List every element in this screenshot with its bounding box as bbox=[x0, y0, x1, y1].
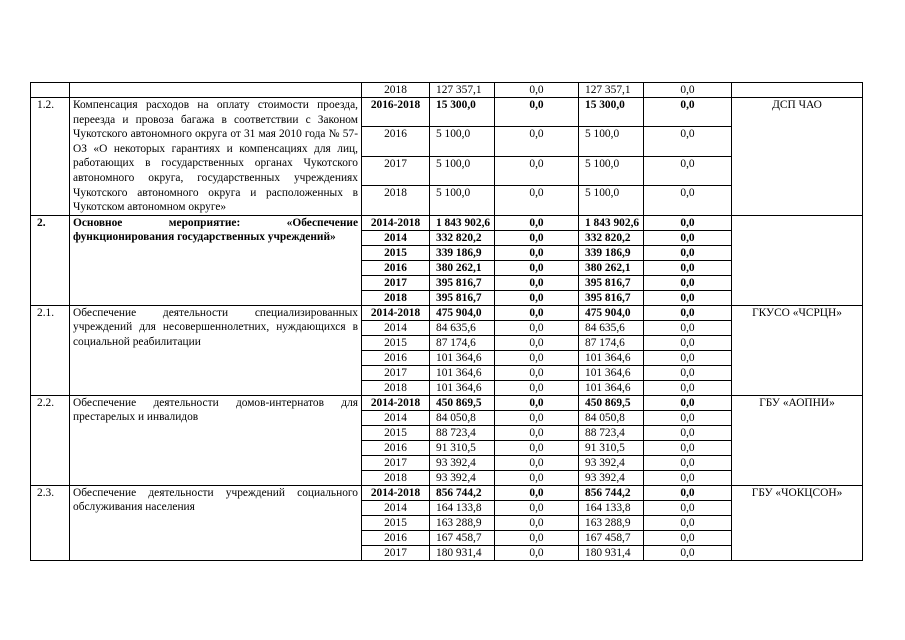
cell-other: 0,0 bbox=[644, 425, 732, 440]
cell-federal: 0,0 bbox=[495, 470, 579, 485]
cell-other: 0,0 bbox=[644, 485, 732, 500]
cell-regional: 5 100,0 bbox=[579, 156, 644, 185]
cell-regional: 1 843 902,6 bbox=[579, 215, 644, 230]
cell-federal: 0,0 bbox=[495, 440, 579, 455]
cell-year: 2016 bbox=[362, 260, 430, 275]
cell-other: 0,0 bbox=[644, 500, 732, 515]
cell-regional: 164 133,8 bbox=[579, 500, 644, 515]
cell-description bbox=[70, 83, 362, 98]
cell-regional: 339 186,9 bbox=[579, 245, 644, 260]
cell-year: 2018 bbox=[362, 380, 430, 395]
table-row bbox=[31, 98, 863, 127]
cell-federal: 0,0 bbox=[495, 545, 579, 560]
cell-federal: 0,0 bbox=[495, 156, 579, 185]
cell-year: 2014 bbox=[362, 230, 430, 245]
cell-federal: 0,0 bbox=[495, 410, 579, 425]
cell-other: 0,0 bbox=[644, 530, 732, 545]
cell-year: 2014 bbox=[362, 500, 430, 515]
cell-other: 0,0 bbox=[644, 245, 732, 260]
cell-total: 5 100,0 bbox=[430, 127, 495, 156]
cell-description: Компенсация расходов на оплату стоимости проезда, переезда и провоза багажа в соответствии с Законом Чукотского автономного округа от 31 мая 2010 года № 57-ОЗ «О некоторых гарантиях и компенсациях для лиц, работающих в государственных органах Чукотского автономного округа, государственных учреждениях Чукотского автономного округа и расположенных в Чукотском автономном округе» bbox=[70, 98, 362, 216]
cell-federal: 0,0 bbox=[495, 127, 579, 156]
cell-year: 2015 bbox=[362, 425, 430, 440]
cell-description: Обеспечение деятельности учреждений социального обслуживания населения bbox=[70, 485, 362, 560]
cell-federal: 0,0 bbox=[495, 380, 579, 395]
cell-year: 2016 bbox=[362, 127, 430, 156]
cell-total: 475 904,0 bbox=[430, 305, 495, 320]
cell-other: 0,0 bbox=[644, 335, 732, 350]
cell-regional: 450 869,5 bbox=[579, 395, 644, 410]
cell-year: 2014-2018 bbox=[362, 395, 430, 410]
cell-year: 2014-2018 bbox=[362, 305, 430, 320]
cell-other: 0,0 bbox=[644, 545, 732, 560]
cell-num: 2.3. bbox=[31, 485, 70, 560]
budget-table bbox=[30, 82, 863, 561]
cell-year: 2017 bbox=[362, 365, 430, 380]
cell-total: 93 392,4 bbox=[430, 470, 495, 485]
cell-federal: 0,0 bbox=[495, 290, 579, 305]
cell-total: 5 100,0 bbox=[430, 186, 495, 215]
cell-other: 0,0 bbox=[644, 395, 732, 410]
cell-year: 2016 bbox=[362, 440, 430, 455]
cell-year: 2015 bbox=[362, 245, 430, 260]
cell-year: 2018 bbox=[362, 470, 430, 485]
cell-total: 15 300,0 bbox=[430, 98, 495, 127]
cell-federal: 0,0 bbox=[495, 485, 579, 500]
cell-other: 0,0 bbox=[644, 440, 732, 455]
cell-other: 0,0 bbox=[644, 380, 732, 395]
cell-num: 2.2. bbox=[31, 395, 70, 485]
cell-total: 163 288,9 bbox=[430, 515, 495, 530]
cell-regional: 332 820,2 bbox=[579, 230, 644, 245]
cell-regional: 15 300,0 bbox=[579, 98, 644, 127]
cell-total: 1 843 902,6 bbox=[430, 215, 495, 230]
cell-total: 5 100,0 bbox=[430, 156, 495, 185]
cell-federal: 0,0 bbox=[495, 230, 579, 245]
cell-other: 0,0 bbox=[644, 350, 732, 365]
cell-total: 332 820,2 bbox=[430, 230, 495, 245]
cell-executor: ДСП ЧАО bbox=[732, 98, 863, 216]
cell-federal: 0,0 bbox=[495, 335, 579, 350]
cell-total: 91 310,5 bbox=[430, 440, 495, 455]
cell-year: 2017 bbox=[362, 455, 430, 470]
cell-description: Основное мероприятие: «Обеспечение функционирования государственных учреждений» bbox=[70, 215, 362, 305]
cell-year: 2015 bbox=[362, 515, 430, 530]
cell-regional: 5 100,0 bbox=[579, 127, 644, 156]
table-row bbox=[31, 215, 863, 230]
cell-year: 2014 bbox=[362, 320, 430, 335]
table-row bbox=[31, 485, 863, 500]
cell-other: 0,0 bbox=[644, 305, 732, 320]
cell-regional: 87 174,6 bbox=[579, 335, 644, 350]
cell-total: 167 458,7 bbox=[430, 530, 495, 545]
cell-year: 2016-2018 bbox=[362, 98, 430, 127]
cell-regional: 395 816,7 bbox=[579, 275, 644, 290]
cell-total: 339 186,9 bbox=[430, 245, 495, 260]
cell-federal: 0,0 bbox=[495, 515, 579, 530]
cell-year: 2018 bbox=[362, 186, 430, 215]
cell-year: 2015 bbox=[362, 335, 430, 350]
cell-federal: 0,0 bbox=[495, 350, 579, 365]
cell-total: 164 133,8 bbox=[430, 500, 495, 515]
cell-executor: ГКУСО «ЧСРЦН» bbox=[732, 305, 863, 395]
cell-year: 2018 bbox=[362, 83, 430, 98]
cell-total: 180 931,4 bbox=[430, 545, 495, 560]
cell-other: 0,0 bbox=[644, 470, 732, 485]
cell-total: 84 050,8 bbox=[430, 410, 495, 425]
cell-executor bbox=[732, 83, 863, 98]
cell-federal: 0,0 bbox=[495, 215, 579, 230]
cell-regional: 101 364,6 bbox=[579, 365, 644, 380]
cell-regional: 93 392,4 bbox=[579, 470, 644, 485]
cell-description: Обеспечение деятельности домов-интернатов для престарелых и инвалидов bbox=[70, 395, 362, 485]
cell-other: 0,0 bbox=[644, 515, 732, 530]
table-body bbox=[31, 83, 863, 561]
cell-federal: 0,0 bbox=[495, 530, 579, 545]
cell-other: 0,0 bbox=[644, 260, 732, 275]
cell-other: 0,0 bbox=[644, 83, 732, 98]
cell-other: 0,0 bbox=[644, 275, 732, 290]
table-row bbox=[31, 305, 863, 320]
cell-other: 0,0 bbox=[644, 455, 732, 470]
cell-other: 0,0 bbox=[644, 320, 732, 335]
cell-total: 101 364,6 bbox=[430, 365, 495, 380]
cell-total: 395 816,7 bbox=[430, 290, 495, 305]
cell-other: 0,0 bbox=[644, 215, 732, 230]
cell-total: 395 816,7 bbox=[430, 275, 495, 290]
cell-federal: 0,0 bbox=[495, 395, 579, 410]
cell-regional: 84 050,8 bbox=[579, 410, 644, 425]
cell-regional: 395 816,7 bbox=[579, 290, 644, 305]
cell-total: 101 364,6 bbox=[430, 380, 495, 395]
cell-total: 84 635,6 bbox=[430, 320, 495, 335]
cell-federal: 0,0 bbox=[495, 98, 579, 127]
cell-regional: 856 744,2 bbox=[579, 485, 644, 500]
cell-regional: 163 288,9 bbox=[579, 515, 644, 530]
cell-total: 380 262,1 bbox=[430, 260, 495, 275]
cell-federal: 0,0 bbox=[495, 275, 579, 290]
cell-executor: ГБУ «ЧОКЦСОН» bbox=[732, 485, 863, 560]
cell-description: Обеспечение деятельности специализированных учреждений для несовершеннолетних, нуждающихся в социальной реабилитации bbox=[70, 305, 362, 395]
cell-federal: 0,0 bbox=[495, 455, 579, 470]
cell-year: 2014-2018 bbox=[362, 215, 430, 230]
cell-other: 0,0 bbox=[644, 365, 732, 380]
cell-total: 127 357,1 bbox=[430, 83, 495, 98]
cell-executor bbox=[732, 215, 863, 305]
cell-year: 2018 bbox=[362, 290, 430, 305]
cell-other: 0,0 bbox=[644, 127, 732, 156]
cell-year: 2017 bbox=[362, 545, 430, 560]
cell-regional: 380 262,1 bbox=[579, 260, 644, 275]
cell-federal: 0,0 bbox=[495, 305, 579, 320]
cell-federal: 0,0 bbox=[495, 320, 579, 335]
cell-federal: 0,0 bbox=[495, 245, 579, 260]
cell-regional: 84 635,6 bbox=[579, 320, 644, 335]
cell-other: 0,0 bbox=[644, 230, 732, 245]
cell-federal: 0,0 bbox=[495, 186, 579, 215]
cell-federal: 0,0 bbox=[495, 500, 579, 515]
cell-total: 93 392,4 bbox=[430, 455, 495, 470]
cell-federal: 0,0 bbox=[495, 83, 579, 98]
cell-federal: 0,0 bbox=[495, 260, 579, 275]
cell-regional: 101 364,6 bbox=[579, 380, 644, 395]
cell-year: 2016 bbox=[362, 530, 430, 545]
cell-total: 101 364,6 bbox=[430, 350, 495, 365]
table-row-continuation bbox=[31, 83, 863, 98]
cell-year: 2016 bbox=[362, 350, 430, 365]
cell-total: 88 723,4 bbox=[430, 425, 495, 440]
cell-total: 856 744,2 bbox=[430, 485, 495, 500]
cell-executor: ГБУ «АОПНИ» bbox=[732, 395, 863, 485]
cell-total: 87 174,6 bbox=[430, 335, 495, 350]
cell-regional: 180 931,4 bbox=[579, 545, 644, 560]
cell-num: 1.2. bbox=[31, 98, 70, 216]
cell-regional: 93 392,4 bbox=[579, 455, 644, 470]
cell-regional: 101 364,6 bbox=[579, 350, 644, 365]
cell-other: 0,0 bbox=[644, 410, 732, 425]
cell-federal: 0,0 bbox=[495, 365, 579, 380]
table-row bbox=[31, 395, 863, 410]
cell-other: 0,0 bbox=[644, 290, 732, 305]
cell-regional: 5 100,0 bbox=[579, 186, 644, 215]
cell-year: 2017 bbox=[362, 156, 430, 185]
cell-regional: 88 723,4 bbox=[579, 425, 644, 440]
cell-total: 450 869,5 bbox=[430, 395, 495, 410]
cell-regional: 475 904,0 bbox=[579, 305, 644, 320]
cell-other: 0,0 bbox=[644, 156, 732, 185]
cell-other: 0,0 bbox=[644, 98, 732, 127]
cell-num: 2.1. bbox=[31, 305, 70, 395]
cell-regional: 91 310,5 bbox=[579, 440, 644, 455]
cell-num: 2. bbox=[31, 215, 70, 305]
cell-regional: 127 357,1 bbox=[579, 83, 644, 98]
cell-regional: 167 458,7 bbox=[579, 530, 644, 545]
cell-other: 0,0 bbox=[644, 186, 732, 215]
cell-num bbox=[31, 83, 70, 98]
cell-federal: 0,0 bbox=[495, 425, 579, 440]
cell-year: 2014-2018 bbox=[362, 485, 430, 500]
cell-year: 2014 bbox=[362, 410, 430, 425]
cell-year: 2017 bbox=[362, 275, 430, 290]
